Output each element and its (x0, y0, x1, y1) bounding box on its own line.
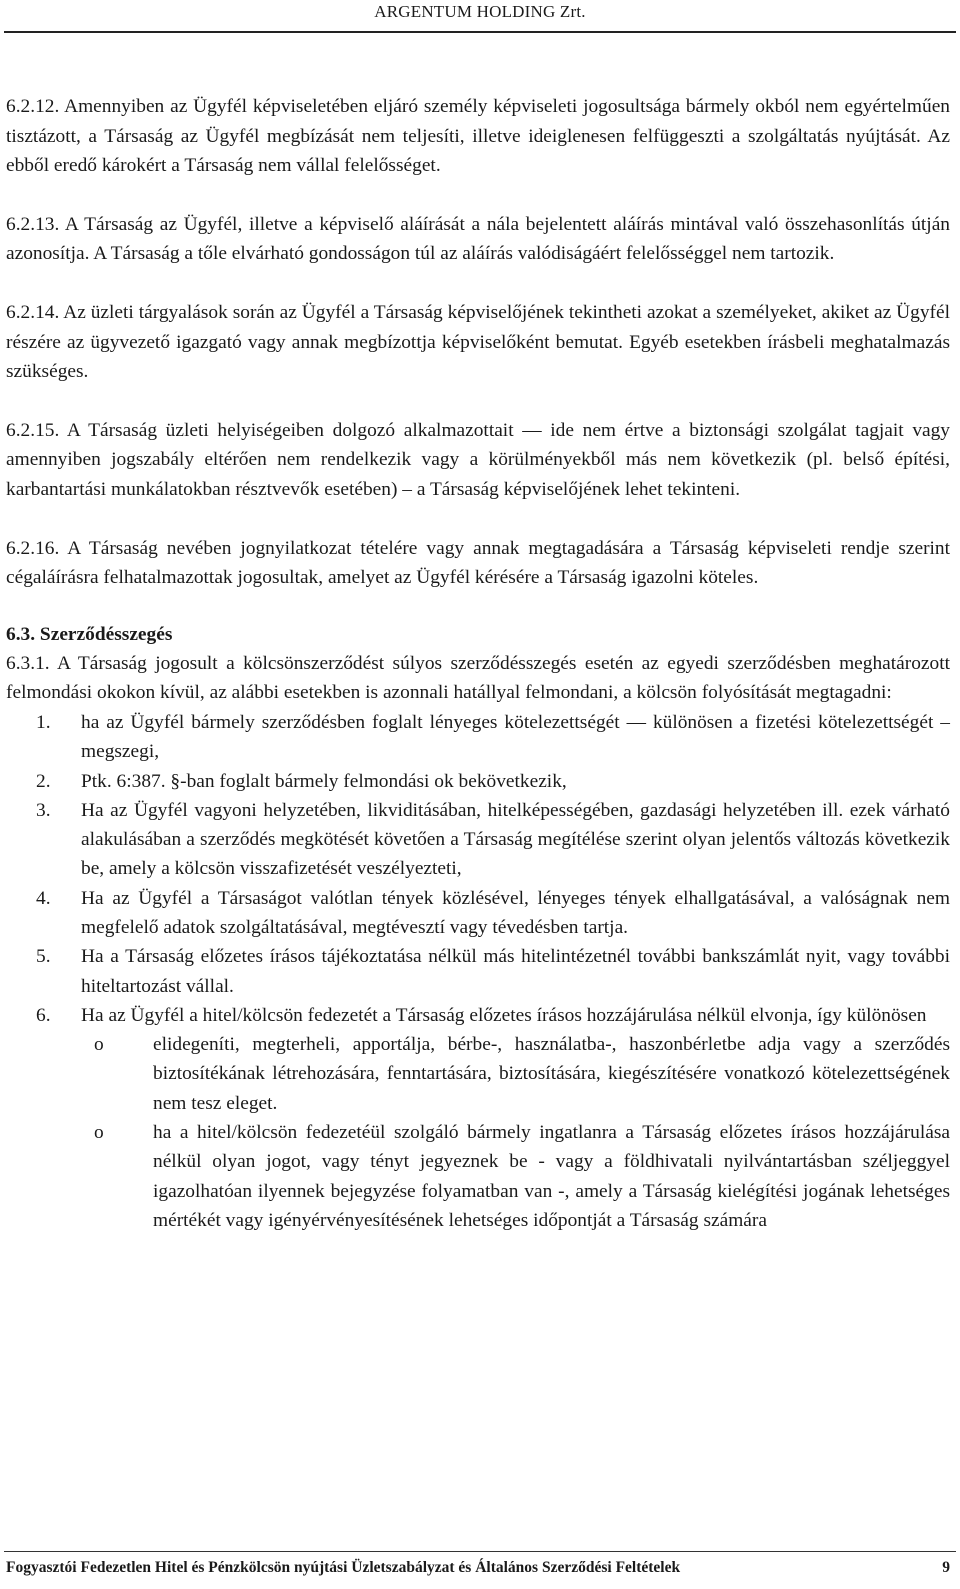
paragraph-6-3-1: 6.3.1. A Társaság jogosult a kölcsönszerződést súlyos szerződésszegés esetén az egyedi szerződésben meghatározott felmondási okokon kívül, az alábbi esetekben is azonnali hatállyal felmondani, a kölcsön folyósítását megtagadni: (6, 652, 950, 704)
list-item-text: Ha az Ügyfél vagyoni helyzetében, likviditásában, hitelképességében, gazdasági helyzetében ill. ezek várható alakulásában a szerződés megkötését követően a Társaság megítélése szerint olyan jelentős változás következik be, amely a kölcsön visszafizetését veszélyezteti, (81, 799, 950, 880)
paragraph-6-2-13: 6.2.13. A Társaság az Ügyfél, illetve a képviselő aláírását a nála bejelentett aláírás mintával való összehasonlítás útján azonosítja. A Társaság a tőle elvárható gondosságon túl az aláírás valódiságáért felelősséggel nem tartozik. (6, 213, 950, 265)
list-item (6, 884, 950, 943)
footer-title: Fogyasztói Fedezetlen Hitel és Pénzkölcsön nyújtási Üzletszabályzat és Általános Szerződési Feltételek (6, 1559, 681, 1576)
list-item-text: Ha a Társaság előzetes írásos tájékoztatása nélkül más hitelintézetnél további bankszámlát nyit, vagy további hiteltartozást vállal. (81, 946, 950, 997)
page-header: ARGENTUM HOLDING Zrt. (374, 2, 586, 21)
list-item-text: Ptk. 6:387. §-ban foglalt bármely felmondási ok bekövetkezik, (81, 770, 567, 792)
list-number: 1. (36, 711, 51, 733)
bullet-marker: o (94, 1122, 104, 1144)
en-dash: – (402, 478, 412, 500)
header-divider (4, 31, 956, 33)
paragraph-6-2-14: 6.2.14. Az üzleti tárgyalások során az Ügyfél a Társaság képviselőjének tekintheti azokat a személyeket, akiket az Ügyfél részére az ügyvezető igazgató vagy annak megbízottja képviselőként bemutat. Egyéb esetekben írásbeli meghatalmazás szükséges. (6, 301, 950, 383)
paragraph-6-2-16: 6.2.16. A Társaság nevében jognyilatkozat tételére vagy annak megtagadására a Társaság képviseleti rendje szerint cégaláírásra felhatalmazottak jogosultak, amelyet az Ügyfél kérésére a Társaság igazolni köteles. (6, 537, 950, 589)
document-body (6, 92, 950, 1235)
bullet-marker: o (94, 1034, 104, 1056)
sub-list-item-text: ha a hitel/kölcsön fedezetéül szolgáló bármely ingatlanra a Társaság előzetes írásos hozzájárulása nélkül olyan jogot, vagy tényt jegyeznek be - vagy a földhivatali nyilvántartásban széljeggyel igazolhatóan ilyennek bejegyzése folyamatban van -, amely a Társaság kielégítési jogának lehetséges mértékét vagy igényérvényesítésének lehetséges időpontját a Társaság számára (153, 1122, 950, 1231)
sub-list-item-text: elidegeníti, megterheli, apportálja, bérbe-, használatba-, haszonbérletbe adja vagy a szerződés biztosítékának létrehozására, fenntartására, biztosítására, kiegészítésére vonatkozó kötelezettségének nem tesz eleget. (153, 1034, 950, 1114)
list-item (6, 767, 950, 796)
list-item-text: ha az Ügyfél bármely szerződésben foglalt lényeges kötelezettségét — különösen a fizetési kötelezettségét – megszegi, (81, 711, 950, 763)
sub-list (6, 1030, 950, 1235)
list-item (6, 1001, 950, 1030)
list-item (6, 708, 950, 767)
section-heading: 6.3. Szerződésszegés (6, 623, 173, 645)
list-item-text: Ha az Ügyfél a Társaságot valótlan tények közlésével, lényeges tények elhallgatásával, a valóságnak nem megfelelő adatok szolgáltatásával, megtévesztí vagy tévedésben tartja. (81, 887, 950, 938)
p15-part-b: ide nem értve a biztonsági szolgálat tagjait vagy amennyiben jogszabály eltérően nem rendelkezik vagy a körülményekből más nem következik (pl. belső építési, karbantartási munkálatokban résztvevők esetében) (6, 419, 951, 500)
p15-part-a: 6.2.15. A Társaság üzleti helyiségeiben dolgozó alkalmazottait (6, 419, 514, 441)
page-footer (6, 1559, 950, 1577)
sub-list-item (6, 1118, 950, 1235)
paragraph-6-2-12: 6.2.12. Amennyiben az Ügyfél képviseletében eljáró személy képviseleti jogosultsága bármely okból nem egyértelműen tisztázott, a Társaság az Ügyfél megbízását nem teljesíti, illetve ideiglenesen felfüggeszti a szolgáltatás nyújtását. Az ebből eredő károkért a Társaság nem vállal felelősséget. (6, 96, 950, 177)
termination-list (6, 708, 950, 1030)
page-number: 9 (942, 1559, 950, 1576)
list-number: 3. (36, 799, 51, 821)
paragraph-6-2-15 (6, 416, 950, 505)
list-number: 4. (36, 887, 51, 909)
list-item (6, 942, 950, 1001)
list-item (6, 796, 950, 884)
p15-part-c: a Társaság képviselőjének lehet tekinteni. (416, 478, 741, 500)
sub-list-item (6, 1030, 950, 1118)
list-number: 2. (36, 770, 51, 792)
list-number: 5. (36, 946, 51, 968)
footer-divider (4, 1551, 956, 1552)
list-item-text: Ha az Ügyfél a hitel/kölcsön fedezetét a Társaság előzetes írásos hozzájárulása nélkül elvonja, így különösen (81, 1004, 927, 1026)
em-dash: — (522, 419, 542, 441)
list-number: 6. (36, 1004, 51, 1026)
